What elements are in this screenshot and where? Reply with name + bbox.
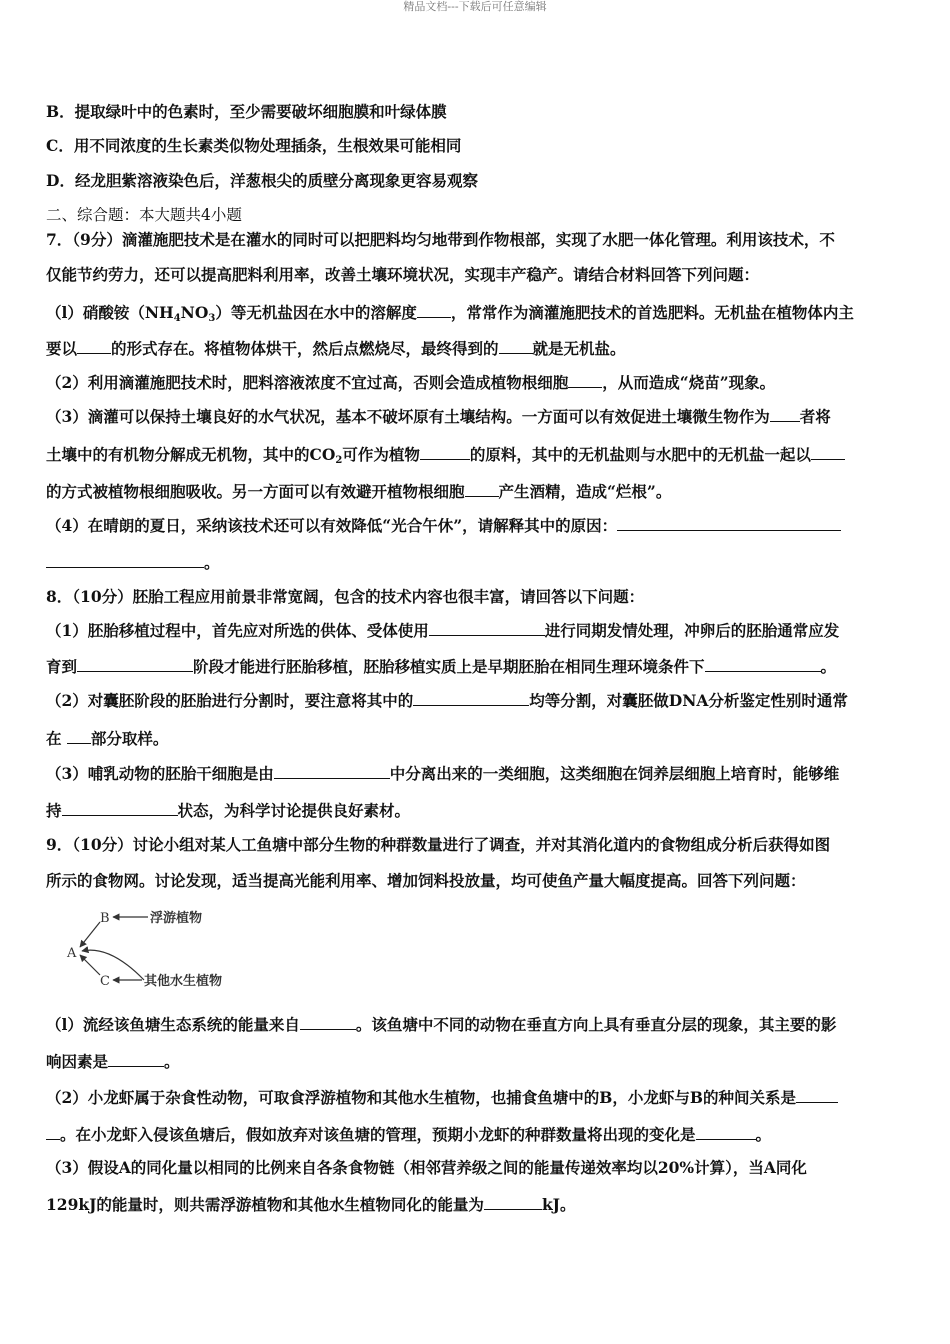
q9-line-7: （3）假设A的同化量以相同的比例来自各条食物链（相邻营养级之间的能量传递效率均以20%计算），当A同化 xyxy=(46,1158,807,1177)
arrow-c-to-a xyxy=(80,955,100,975)
q8-text: 部分取样。 xyxy=(90,729,169,748)
answer-blank[interactable] xyxy=(429,620,545,636)
q7-text: 要以 xyxy=(46,339,78,358)
q9-text: 。 xyxy=(755,1125,772,1144)
option-c: C．用不同浓度的生长素类似物处理插条，生根效果可能相同 xyxy=(46,136,462,155)
q9-line-3 xyxy=(46,1014,836,1035)
q7-text: ，从而造成“烧苗”现象。 xyxy=(602,373,776,392)
q8-line-3 xyxy=(46,656,836,677)
q7-line-5 xyxy=(46,372,775,393)
q7-line-6 xyxy=(46,406,831,427)
section-title: 二、综合题：本大题共4小题 xyxy=(46,206,242,224)
q7-text: 的原料，其中的无机盐则与水肥中的无机盐一起以 xyxy=(469,445,811,464)
q7-text: 就是无机盐。 xyxy=(532,339,626,358)
q8-line-2 xyxy=(46,620,839,641)
q8-text: （1）胚胎移植过程中，首先应对所选的供体、受体使用 xyxy=(46,621,429,640)
q8-text: 均等分割，对囊胚做DNA分析鉴定性别时通常 xyxy=(529,691,848,710)
option-d: D．经龙胆紫溶液染色后，洋葱根尖的质壁分离现象更容易观察 xyxy=(46,171,478,190)
q9-text: 。该鱼塘中不同的动物在垂直方向上具有垂直分层的现象，其主要的影 xyxy=(355,1015,837,1034)
q7-text: （4）在晴朗的夏日，采纳该技术还可以有效降低“光合午休”，请解释其中的原因： xyxy=(46,516,618,535)
q7-text: 可作为植物 xyxy=(342,445,420,464)
q7-text: 的方式被植物根细胞吸收。另一方面可以有效避开植物根细胞 xyxy=(46,482,465,501)
answer-blank[interactable] xyxy=(274,763,390,779)
q7-line-4 xyxy=(46,338,626,359)
answer-blank[interactable] xyxy=(77,338,111,354)
q8-line-6 xyxy=(46,763,839,784)
q9-text: （l）流经该鱼塘生态系统的能量来自 xyxy=(46,1015,300,1034)
q8-text: 。 xyxy=(820,657,837,676)
q7-line-9 xyxy=(46,515,841,536)
q8-text: （2）对囊胚阶段的胚胎进行分割时，要注意将其中的 xyxy=(46,691,414,710)
q8-text: 中分离出来的一类细胞，这类细胞在饲养层细胞上培育时，能够维 xyxy=(389,764,840,783)
q9-line-8 xyxy=(46,1194,576,1215)
q7-text: ）等无机盐因在水中的溶解度 xyxy=(215,303,417,322)
answer-blank[interactable] xyxy=(811,444,845,460)
q9-text: 响因素是 xyxy=(46,1052,109,1071)
q8-text: 阶段才能进行胚胎移植，胚胎移植实质上是早期胚胎在相同生理环境条件下 xyxy=(193,657,705,676)
q9-text: 129kJ的能量时，则共需浮游植物和其他水生植物同化的能量为 xyxy=(46,1195,484,1214)
answer-blank[interactable] xyxy=(420,444,470,460)
q7-text: 土壤中的有机物分解成无机物，其中的CO xyxy=(46,445,336,464)
answer-blank[interactable] xyxy=(696,1124,756,1140)
answer-blank[interactable] xyxy=(300,1014,356,1030)
arrow-plants-to-a xyxy=(82,950,144,980)
q7-text: （3）滴灌可以保持土壤良好的水气状况，基本不破坏原有土壤结构。一方面可以有效促进土壤微生物作为 xyxy=(46,407,770,426)
answer-blank[interactable] xyxy=(465,481,499,497)
node-a: A xyxy=(67,946,77,961)
q9-line-4 xyxy=(46,1051,180,1072)
arrow-b-to-a xyxy=(80,922,100,947)
node-c: C xyxy=(100,974,110,989)
answer-blank[interactable] xyxy=(67,728,91,744)
q7-text: 者将 xyxy=(799,407,831,426)
q8-text: （3）哺乳动物的胚胎干细胞是由 xyxy=(46,764,274,783)
q9-line-2: 所示的食物网。讨论发现，适当提高光能利用率、增加饲料投放量，均可使鱼产量大幅度提高。回答下列问题： xyxy=(46,871,806,890)
q9-line-6 xyxy=(46,1124,771,1145)
answer-blank[interactable] xyxy=(796,1087,838,1103)
q7-text: 产生酒精，造成“烂根”。 xyxy=(498,482,672,501)
q7-line-2: 仅能节约劳力，还可以提高肥料利用率，改善土壤环境状况，实现丰产稳产。请结合材料回答下列问题： xyxy=(46,265,760,284)
q9-text: 。 xyxy=(164,1052,180,1071)
answer-blank[interactable] xyxy=(46,1124,60,1140)
answer-blank[interactable] xyxy=(484,1194,542,1210)
q8-line-5 xyxy=(46,728,168,749)
q9-text: （2）小龙虾属于杂食性动物，可取食浮游植物和其他水生植物，也捕食鱼塘中的B，小龙虾与B的种间关系是 xyxy=(46,1088,796,1107)
q8-line-4 xyxy=(46,690,848,711)
q7-text: NO xyxy=(180,303,209,322)
q8-text: 状态，为科学讨论提供良好素材。 xyxy=(177,801,411,820)
answer-blank[interactable] xyxy=(770,406,800,422)
option-b: B．提取绿叶中的色素时，至少需要破坏细胞膜和叶绿体膜 xyxy=(46,102,447,121)
food-web-diagram xyxy=(60,905,250,995)
q7-text: ，常常作为滴灌施肥技术的首选肥料。无机盐在植物体内主 xyxy=(450,303,854,322)
q7-line-7: 土壤中的有机物分解成无机物，其中的$CO_2$可作为植物 的原料，其中的无机盐则与水肥中的无机盐一起以 xyxy=(46,444,845,465)
q7-line-8 xyxy=(46,481,671,502)
node-plankton: 浮游植物 xyxy=(150,911,203,926)
q7-line-3: （l）硝酸铵$(NH_4NO_3)$等无机盐因在水中的溶解度 ，常常作为滴灌施肥技术的首选肥料。无机盐在植物体内主 xyxy=(46,303,854,324)
q7-text: （2）利用滴灌施肥技术时，肥料溶液浓度不宜过高，否则会造成植物根细胞 xyxy=(46,373,569,392)
q7-text: 。 xyxy=(204,553,220,572)
q9-line-1: 9．（10分）讨论小组对某人工鱼塘中部分生物的种群数量进行了调查，并对其消化道内的食物组成分析后获得如图 xyxy=(46,835,831,854)
q8-text: 持 xyxy=(46,801,62,820)
answer-blank[interactable] xyxy=(62,800,178,816)
q8-line-7 xyxy=(46,800,410,821)
q8-text: 育到 xyxy=(46,657,78,676)
answer-blank[interactable] xyxy=(568,372,602,388)
q9-text: 。在小龙虾入侵该鱼塘后，假如放弃对该鱼塘的管理，预期小龙虾的种群数量将出现的变化是 xyxy=(60,1125,696,1144)
answer-blank[interactable] xyxy=(705,656,821,672)
q7-text: 的形式存在。将植物体烘干，然后点燃烧尽，最终得到的 xyxy=(111,339,499,358)
q7-line-10 xyxy=(46,552,220,573)
answer-blank[interactable] xyxy=(413,690,529,706)
q7-line-1: 7．（9分）滴灌施肥技术是在灌水的同时可以把肥料均匀地带到作物根部，实现了水肥一体化管理。利用该技术，不 xyxy=(46,230,835,249)
answer-blank[interactable] xyxy=(499,338,533,354)
q8-text: 进行同期发情处理，冲卵后的胚胎通常应发 xyxy=(544,621,840,640)
node-b: B xyxy=(100,911,110,926)
answer-blank[interactable] xyxy=(617,515,841,531)
answer-blank[interactable] xyxy=(108,1051,164,1067)
answer-blank[interactable] xyxy=(46,552,204,568)
q9-line-5 xyxy=(46,1087,838,1108)
q9-text: kJ。 xyxy=(541,1195,576,1214)
q8-line-1: 8．（10分）胚胎工程应用前景非常宽阔，包含的技术内容也很丰富，请回答以下问题： xyxy=(46,587,645,606)
q7-text: （l）硝酸铵（NH xyxy=(46,303,174,322)
q8-text: 在 xyxy=(46,729,67,748)
answer-blank[interactable] xyxy=(417,302,451,318)
node-other-plants: 其他水生植物 xyxy=(144,974,223,989)
page-header: 精品文档---下载后可任意编辑 xyxy=(403,0,547,13)
answer-blank[interactable] xyxy=(77,656,193,672)
